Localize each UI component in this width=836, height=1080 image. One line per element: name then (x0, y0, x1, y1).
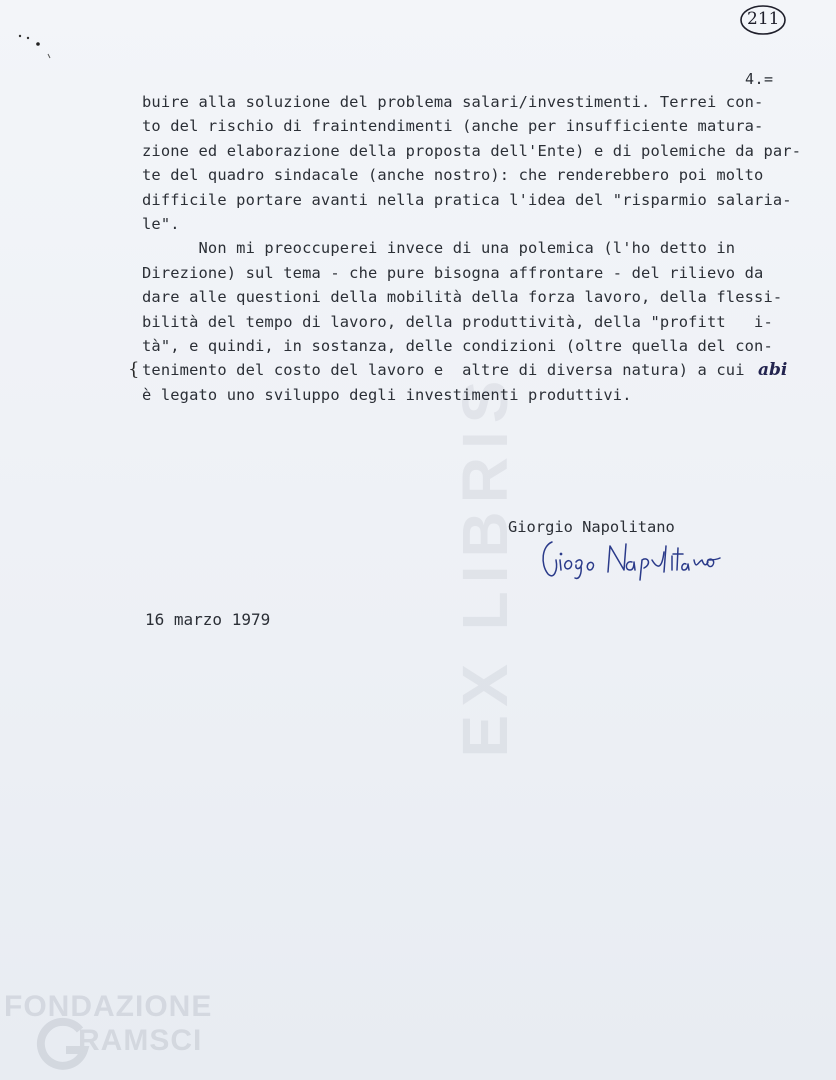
letter-body (142, 90, 812, 407)
text-line: dare alle questioni della mobilità della forza lavoro, della flessi- (142, 288, 783, 307)
text-line: bilità del tempo di lavoro, della produttività, della "profitt i- (142, 312, 773, 331)
text-line: Non mi preoccuperei invece di una polemica (l'ho detto in (142, 239, 736, 258)
typed-signature: Giorgio Napolitano (508, 518, 675, 536)
watermark-text: EX LIBRIS (449, 372, 521, 758)
text-line: difficile portare avanti nella pratica l'idea del "risparmio salaria- (142, 190, 792, 209)
paragraph-2 (142, 236, 812, 407)
text-line: zione ed elaborazione della proposta dell'Ente) e di polemiche da par- (142, 141, 802, 160)
letter-date: 16 marzo 1979 (145, 610, 271, 629)
text-line: tenimento del costo del lavoro e altre di diversa natura) a cui (142, 361, 745, 380)
logo-line-1: FONDAZIONE (4, 990, 213, 1023)
text-line: tà", e quindi, in sostanza, delle condizioni (oltre quella del con- (142, 336, 773, 355)
text-line: le". (142, 214, 180, 233)
handwritten-signature (536, 530, 736, 585)
archive-number: 211 (747, 9, 780, 29)
text-line: te del quadro sindacale (anche nostro): che renderebbero poi molto (142, 166, 764, 185)
paragraph-1 (142, 90, 812, 236)
page-number: 4.= (745, 70, 774, 88)
archive-number-stamp (738, 4, 788, 36)
text-line: to del rischio di fraintendimenti (anche per insufficiente matura- (142, 117, 764, 136)
logo-g-emblem (34, 1014, 94, 1074)
handwritten-correction: abi (758, 360, 788, 380)
text-line: buire alla soluzione del problema salari/investimenti. Terrei con- (142, 93, 764, 111)
text-line: è legato uno sviluppo degli investimenti produttivi. (142, 385, 632, 404)
margin-brace-mark: { (128, 359, 140, 380)
text-line: Direzione) sul tema - che pure bisogna affrontare - del rilievo da (142, 263, 764, 282)
scan-marks (16, 28, 56, 68)
logo-line-2: RAMSCI (78, 1024, 203, 1057)
fondazione-gramsci-logo (4, 990, 214, 1076)
